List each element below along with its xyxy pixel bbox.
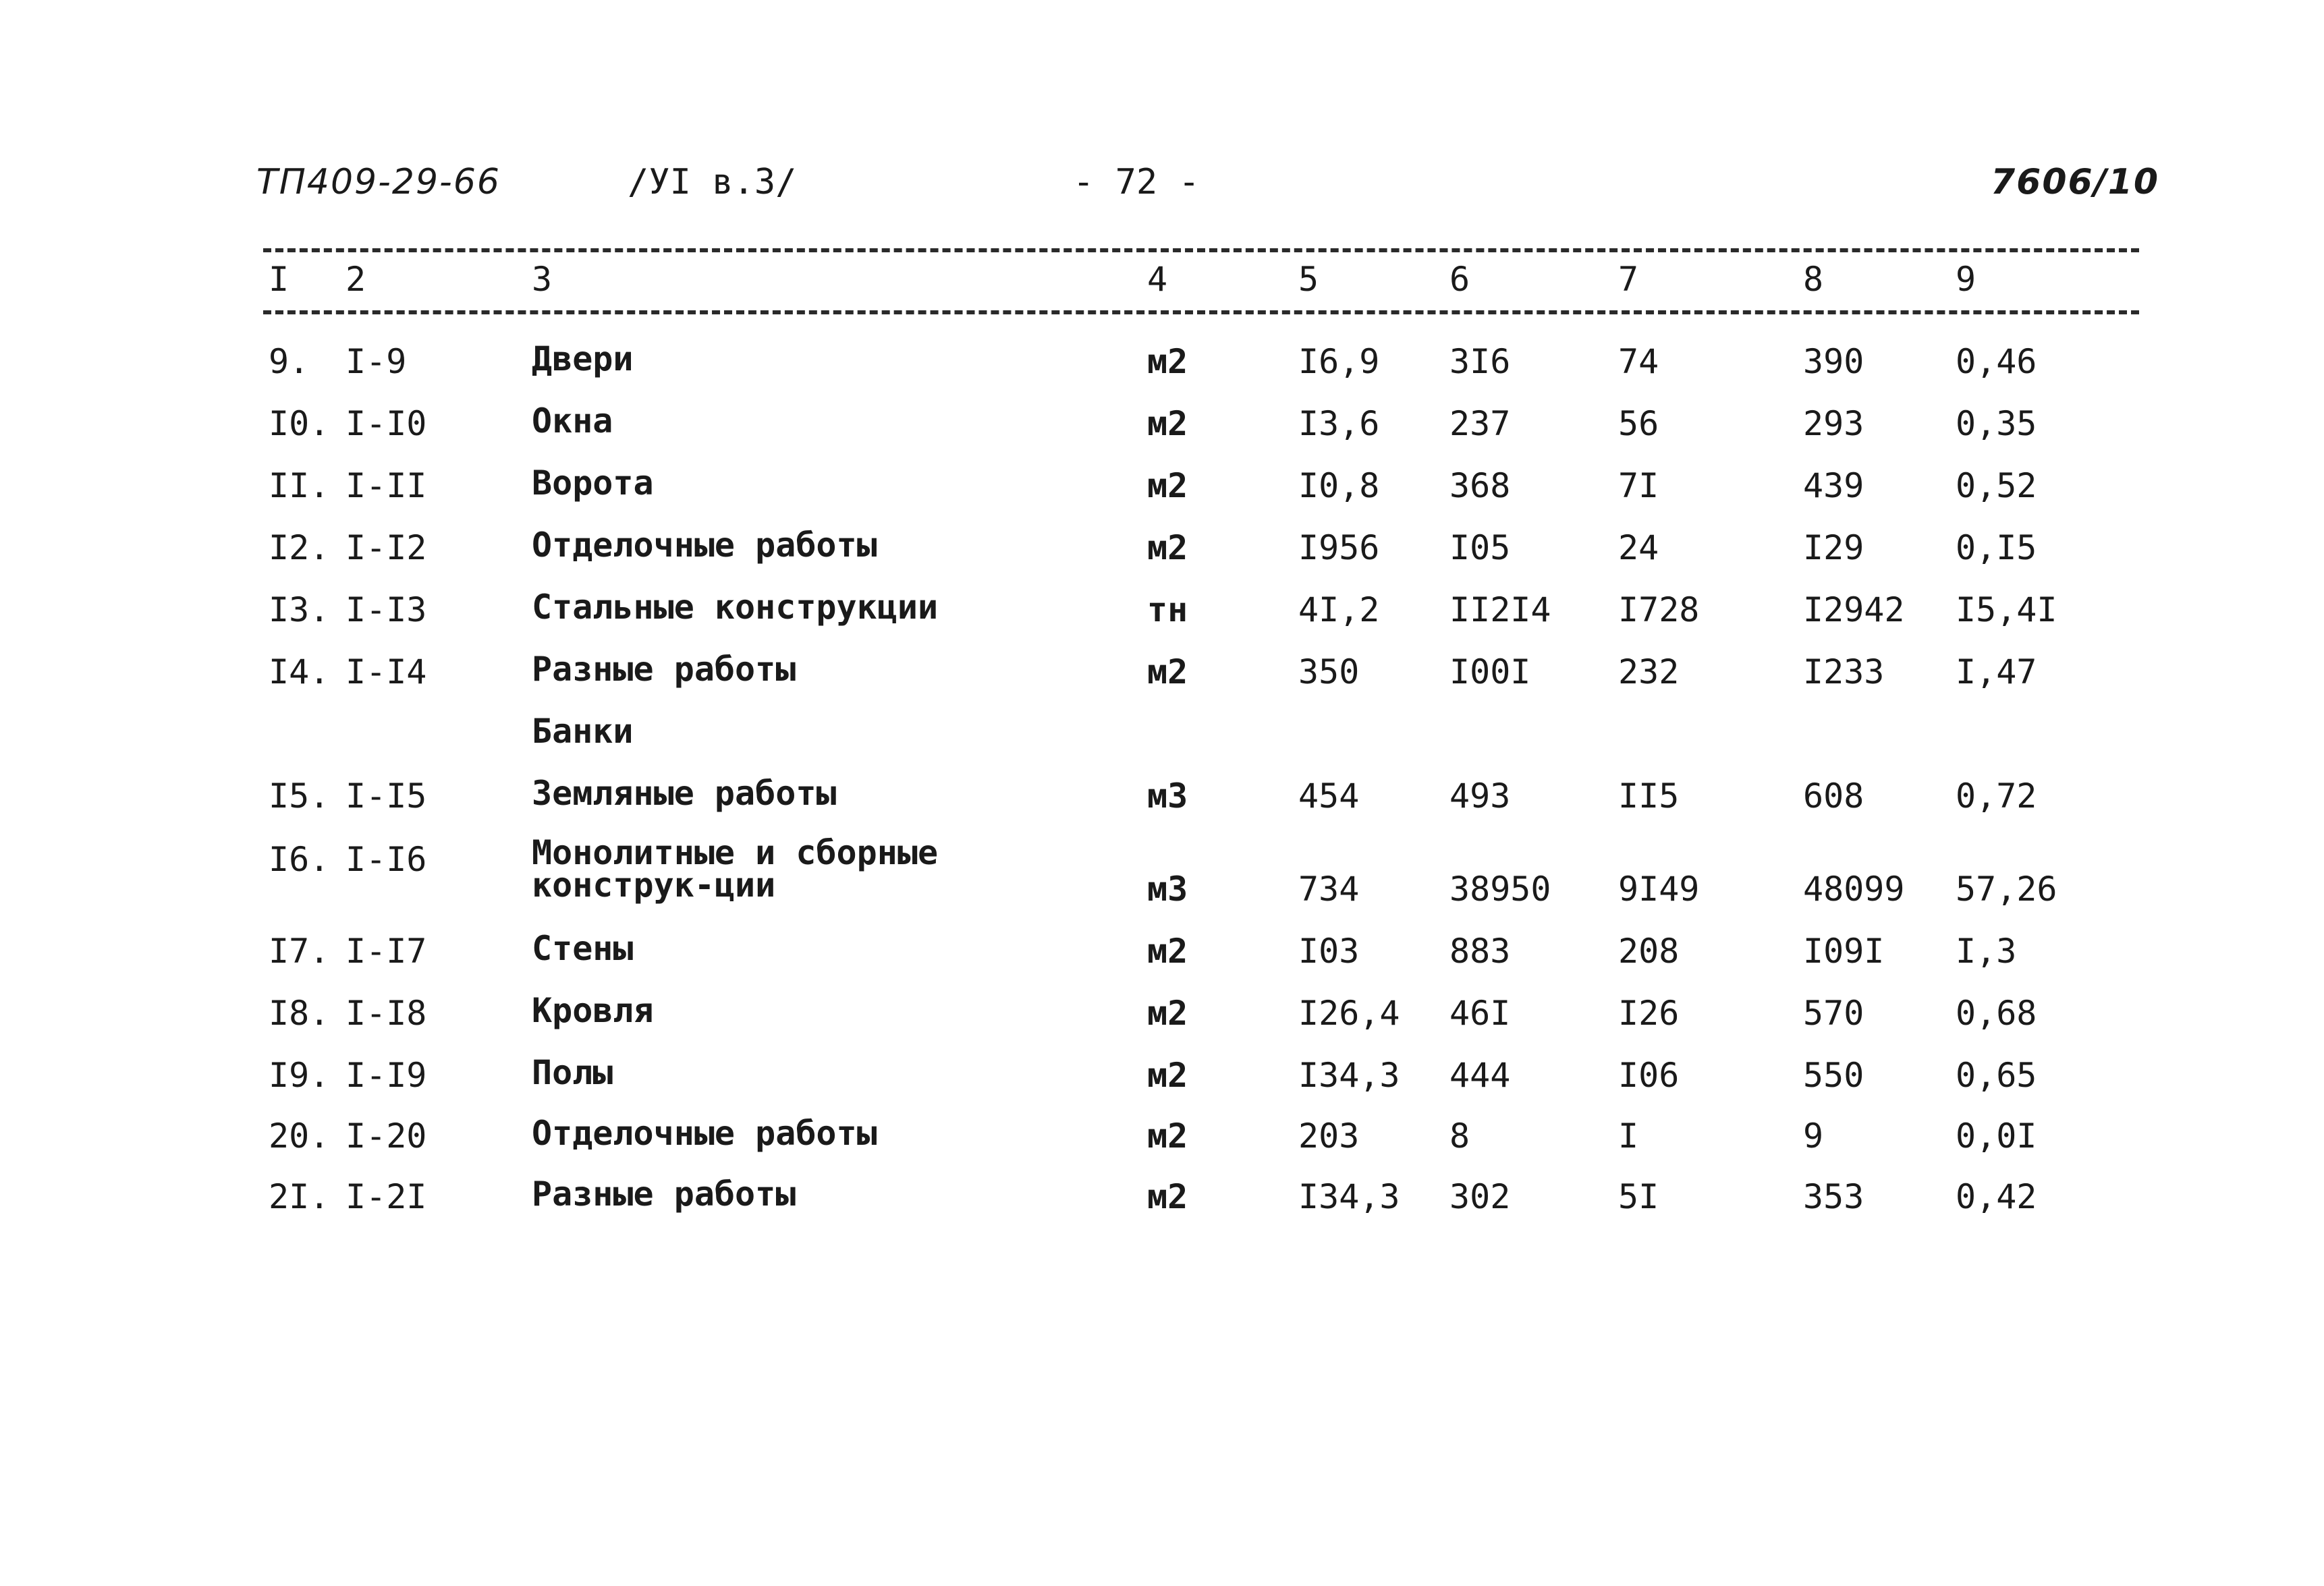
row-code: I-I5	[345, 776, 427, 816]
row-unit: м3	[1147, 870, 1188, 909]
row-col5: I3,6	[1298, 404, 1380, 443]
row-col5: I34,3	[1298, 1056, 1400, 1095]
row-col5: I26,4	[1298, 994, 1400, 1033]
row-name: Окна	[532, 401, 613, 441]
column-number-5: 5	[1298, 260, 1319, 299]
row-name: Разные работы	[532, 1174, 796, 1214]
row-number: I0.	[269, 404, 330, 443]
row-col9: 0,65	[1956, 1056, 2037, 1095]
row-unit: м2	[1147, 342, 1188, 381]
row-col7: I	[1618, 1116, 1639, 1156]
row-unit: м2	[1147, 994, 1188, 1033]
row-name: Двери	[532, 339, 634, 378]
row-col6: 8	[1449, 1116, 1470, 1156]
row-unit: м2	[1147, 932, 1188, 971]
column-number-4: 4	[1147, 260, 1168, 299]
page-number: - 72 -	[1073, 162, 1200, 202]
row-number: I3.	[269, 590, 330, 629]
column-number-8: 8	[1803, 260, 1824, 299]
row-code: I-I0	[345, 404, 427, 443]
column-number-2: 2	[345, 260, 366, 299]
row-name: Отделочные работы	[532, 1114, 877, 1153]
row-col8: 608	[1803, 776, 1864, 816]
row-code: I-I3	[345, 590, 427, 629]
row-col8: 48099	[1803, 870, 1905, 909]
row-number: II.	[269, 466, 330, 505]
row-code: I-I2	[345, 528, 427, 567]
row-col7: I06	[1618, 1056, 1680, 1095]
column-number-9: 9	[1956, 260, 1976, 299]
row-code: I-2I	[345, 1177, 427, 1216]
table-top-rule	[263, 248, 2139, 252]
row-number: I7.	[269, 932, 330, 971]
sheet-number: 7606/10	[1991, 162, 2160, 202]
row-col6: 493	[1449, 776, 1511, 816]
column-number-7: 7	[1618, 260, 1639, 299]
row-col5: 203	[1298, 1116, 1360, 1156]
row-col8: 293	[1803, 404, 1864, 443]
row-col5: I0,8	[1298, 466, 1380, 505]
row-unit: тн	[1147, 590, 1188, 629]
row-col5: I03	[1298, 932, 1360, 971]
row-col9: I,3	[1956, 932, 2017, 971]
row-number: I9.	[269, 1056, 330, 1095]
row-col9: 0,35	[1956, 404, 2037, 443]
row-col9: 0,68	[1956, 994, 2037, 1033]
row-number: I8.	[269, 994, 330, 1033]
row-unit: м2	[1147, 404, 1188, 443]
row-col9: 0,42	[1956, 1177, 2037, 1216]
row-col8: 570	[1803, 994, 1864, 1033]
row-col6: 883	[1449, 932, 1511, 971]
row-unit: м2	[1147, 1116, 1188, 1156]
row-col9: 0,46	[1956, 342, 2037, 381]
row-col7: 208	[1618, 932, 1680, 971]
row-col9: I,47	[1956, 652, 2037, 691]
row-col7: II5	[1618, 776, 1680, 816]
column-number-1: I	[269, 260, 289, 299]
row-unit: м2	[1147, 1056, 1188, 1095]
row-col9: 0,I5	[1956, 528, 2037, 567]
row-code: I-9	[345, 342, 407, 381]
table-header-rule	[263, 310, 2139, 314]
row-col8: 353	[1803, 1177, 1864, 1216]
row-col8: 550	[1803, 1056, 1864, 1095]
row-name: Стальные конструкции	[532, 588, 939, 627]
row-col8: I29	[1803, 528, 1864, 567]
row-name: Монолитные и сборные конструк-ции	[532, 833, 939, 905]
column-number-3: 3	[532, 260, 553, 299]
row-col8: 390	[1803, 342, 1864, 381]
row-col6: 46I	[1449, 994, 1511, 1033]
row-name: Полы	[532, 1053, 613, 1092]
row-col7: I728	[1618, 590, 1700, 629]
row-col6: 3I6	[1449, 342, 1511, 381]
row-number: I4.	[269, 652, 330, 691]
row-col9: 0,72	[1956, 776, 2037, 816]
row-col9: 0,0I	[1956, 1116, 2037, 1156]
row-col5: 4I,2	[1298, 590, 1380, 629]
row-col8: I233	[1803, 652, 1885, 691]
row-name: Стены	[532, 929, 634, 968]
row-col6: II2I4	[1449, 590, 1551, 629]
row-col6: I05	[1449, 528, 1511, 567]
row-col8: 9	[1803, 1116, 1824, 1156]
column-number-6: 6	[1449, 260, 1470, 299]
row-name: Отделочные работы	[532, 526, 877, 565]
row-number: I2.	[269, 528, 330, 567]
row-unit: м2	[1147, 652, 1188, 691]
row-code: I-II	[345, 466, 427, 505]
row-col5: I34,3	[1298, 1177, 1400, 1216]
row-code: I-I7	[345, 932, 427, 971]
document-code: ТП409-29-66	[256, 162, 501, 202]
row-col9: 57,26	[1956, 870, 2057, 909]
row-name: Ворота	[532, 463, 654, 503]
row-col6: 368	[1449, 466, 1511, 505]
row-col9: I5,4I	[1956, 590, 2057, 629]
row-col6: 38950	[1449, 870, 1551, 909]
row-col5: 350	[1298, 652, 1360, 691]
row-col6: 444	[1449, 1056, 1511, 1095]
volume-label: /УI в.3/	[628, 162, 797, 202]
row-col7: 56	[1618, 404, 1659, 443]
row-col7: 24	[1618, 528, 1659, 567]
row-unit: м2	[1147, 466, 1188, 505]
row-col7: 7I	[1618, 466, 1659, 505]
row-col9: 0,52	[1956, 466, 2037, 505]
row-name: Разные работы	[532, 650, 796, 689]
row-col5: I6,9	[1298, 342, 1380, 381]
row-number: 20.	[269, 1116, 330, 1156]
row-unit: м2	[1147, 528, 1188, 567]
row-col7: 9I49	[1618, 870, 1700, 909]
row-col8: 439	[1803, 466, 1864, 505]
row-number: I6.	[269, 840, 330, 879]
section-title: Банки	[532, 712, 634, 751]
row-code: I-I6	[345, 840, 427, 879]
row-col5: 734	[1298, 870, 1360, 909]
row-number: 9.	[269, 342, 310, 381]
row-code: I-20	[345, 1116, 427, 1156]
row-col7: I26	[1618, 994, 1680, 1033]
row-number: I5.	[269, 776, 330, 816]
row-code: I-I9	[345, 1056, 427, 1095]
row-col7: 5I	[1618, 1177, 1659, 1216]
row-col5: 454	[1298, 776, 1360, 816]
row-col5: I956	[1298, 528, 1380, 567]
row-code: I-I8	[345, 994, 427, 1033]
row-col7: 232	[1618, 652, 1680, 691]
row-col6: 302	[1449, 1177, 1511, 1216]
row-name: Кровля	[532, 991, 654, 1030]
row-number: 2I.	[269, 1177, 330, 1216]
row-col7: 74	[1618, 342, 1659, 381]
row-unit: м3	[1147, 776, 1188, 816]
row-col8: I09I	[1803, 932, 1885, 971]
row-unit: м2	[1147, 1177, 1188, 1216]
row-col6: 237	[1449, 404, 1511, 443]
row-code: I-I4	[345, 652, 427, 691]
row-name: Земляные работы	[532, 774, 837, 813]
row-col6: I00I	[1449, 652, 1531, 691]
row-col8: I2942	[1803, 590, 1905, 629]
